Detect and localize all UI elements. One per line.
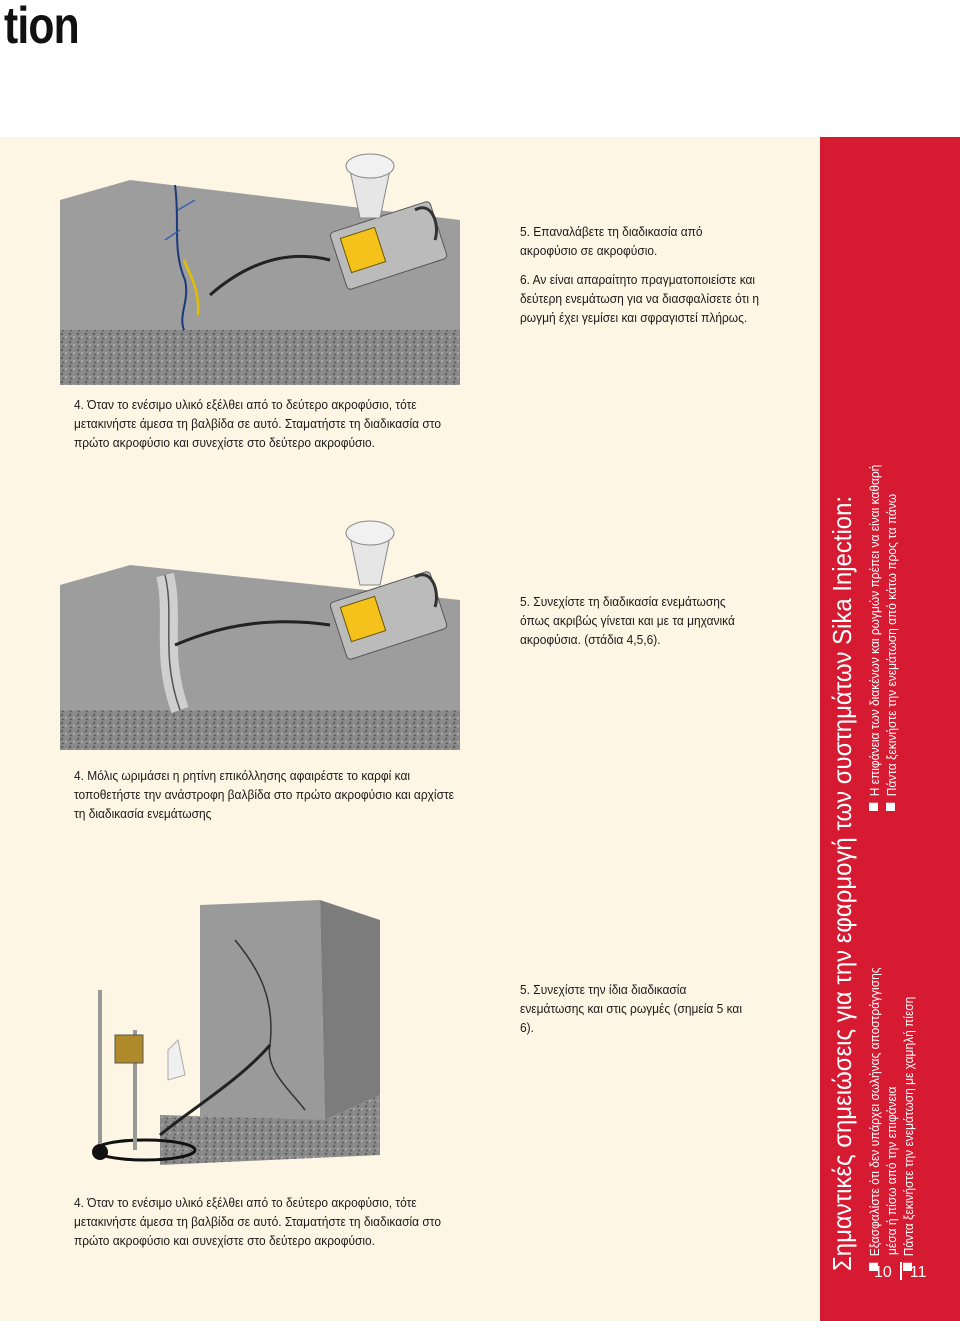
sidebar-note-bottom-up: Πάντα ξεκινήστε την ενεμάτωση από κάτω προς τα πάνω [883,494,900,811]
page-header-fragment: tion [4,0,79,55]
caption-step-6a: 6. Αν είναι απαραίτητο πραγματοποιείστε και δεύτερη ενεμάτωση για να διασφαλίσετε ότι η ρωγμή έχει γεμίσει και σφραγιστεί πλήρως. [520,272,760,325]
caption-step-4a: 4. Όταν το ενέσιμο υλικό εξέλθει από το δεύτερο ακροφύσιο, τότε μετακινήστε άμεσα τη βαλβίδα σε αυτό. Σταματήστε τη διαδικασία στο πρώτο ακροφύσιο και συνεχίστε στο δεύτερο ακροφύσιο. [74,397,441,450]
sidebar-note-clean-surface: Η επιφάνεια των διακένων και ρωγμών πρέπει να είναι καθαρή [866,465,883,811]
caption-step-5a: 5. Επαναλάβετε τη διαδικασία από ακροφύσιο σε ακροφύσιο. [520,224,703,258]
sidebar-title: Σημαντικές σημειώσεις για την εφαρμογή των συστημάτων Sika Injection: [827,495,857,1271]
caption-step-5c: 5. Συνεχίστε την ίδια διαδικασία ενεμάτωσης και στις ρωγμές (σημεία 5 και 6). [520,982,742,1035]
sidebar-note-drainage-1: Εξασφαλίστε ότι δεν υπάρχει σωλήνας αποστράγγισης [866,968,883,1271]
sidebar-note-low-pressure: Πάντα ξεκινήστε την ενεμάτωση με χαμηλή πίεση [900,997,917,1271]
bullet-square-icon [869,803,878,811]
caption-step-4c: 4. Όταν το ενέσιμο υλικό εξέλθει από το δεύτερο ακροφύσιο, τότε μετακινήστε άμεσα τη βαλβίδα σε αυτό. Σταματήστε τη διαδικασία στο πρώτο ακροφύσιο και συνεχίστε στο δεύτερο ακροφύσιο. [74,1195,441,1248]
caption-step-5b: 5. Συνεχίστε τη διαδικασία ενεμάτωσης όπως ακριβώς γίνεται και με τα μηχανικά ακροφύσια. (στάδια 4,5,6). [520,594,735,647]
illustration-wall-injection [60,880,460,1180]
page-number-right: 11 [909,1264,927,1281]
page-number-left: 10 [874,1264,892,1281]
page-numbers [874,1262,926,1282]
sidebar-note-drainage-2: μέσα ή πίσω από την επιφάνεια [884,1086,899,1255]
bullet-square-icon [886,803,895,811]
caption-step-4b: 4. Μόλις ωριμάσει η ρητίνη επικόλλησης αφαιρέστε το καρφί και τοποθετήστε την ανάστροφη βαλβίδα στο πρώτο ακροφύσιο και αρχίστε τη διαδικασία ενεμάτωσης [74,768,455,821]
page-separator [900,1262,902,1280]
illustration-slab-injection-2 [60,505,460,750]
notes-sidebar [820,137,960,1321]
illustration-slab-injection-1 [60,140,460,385]
sidebar-rotated-content [820,137,960,1321]
